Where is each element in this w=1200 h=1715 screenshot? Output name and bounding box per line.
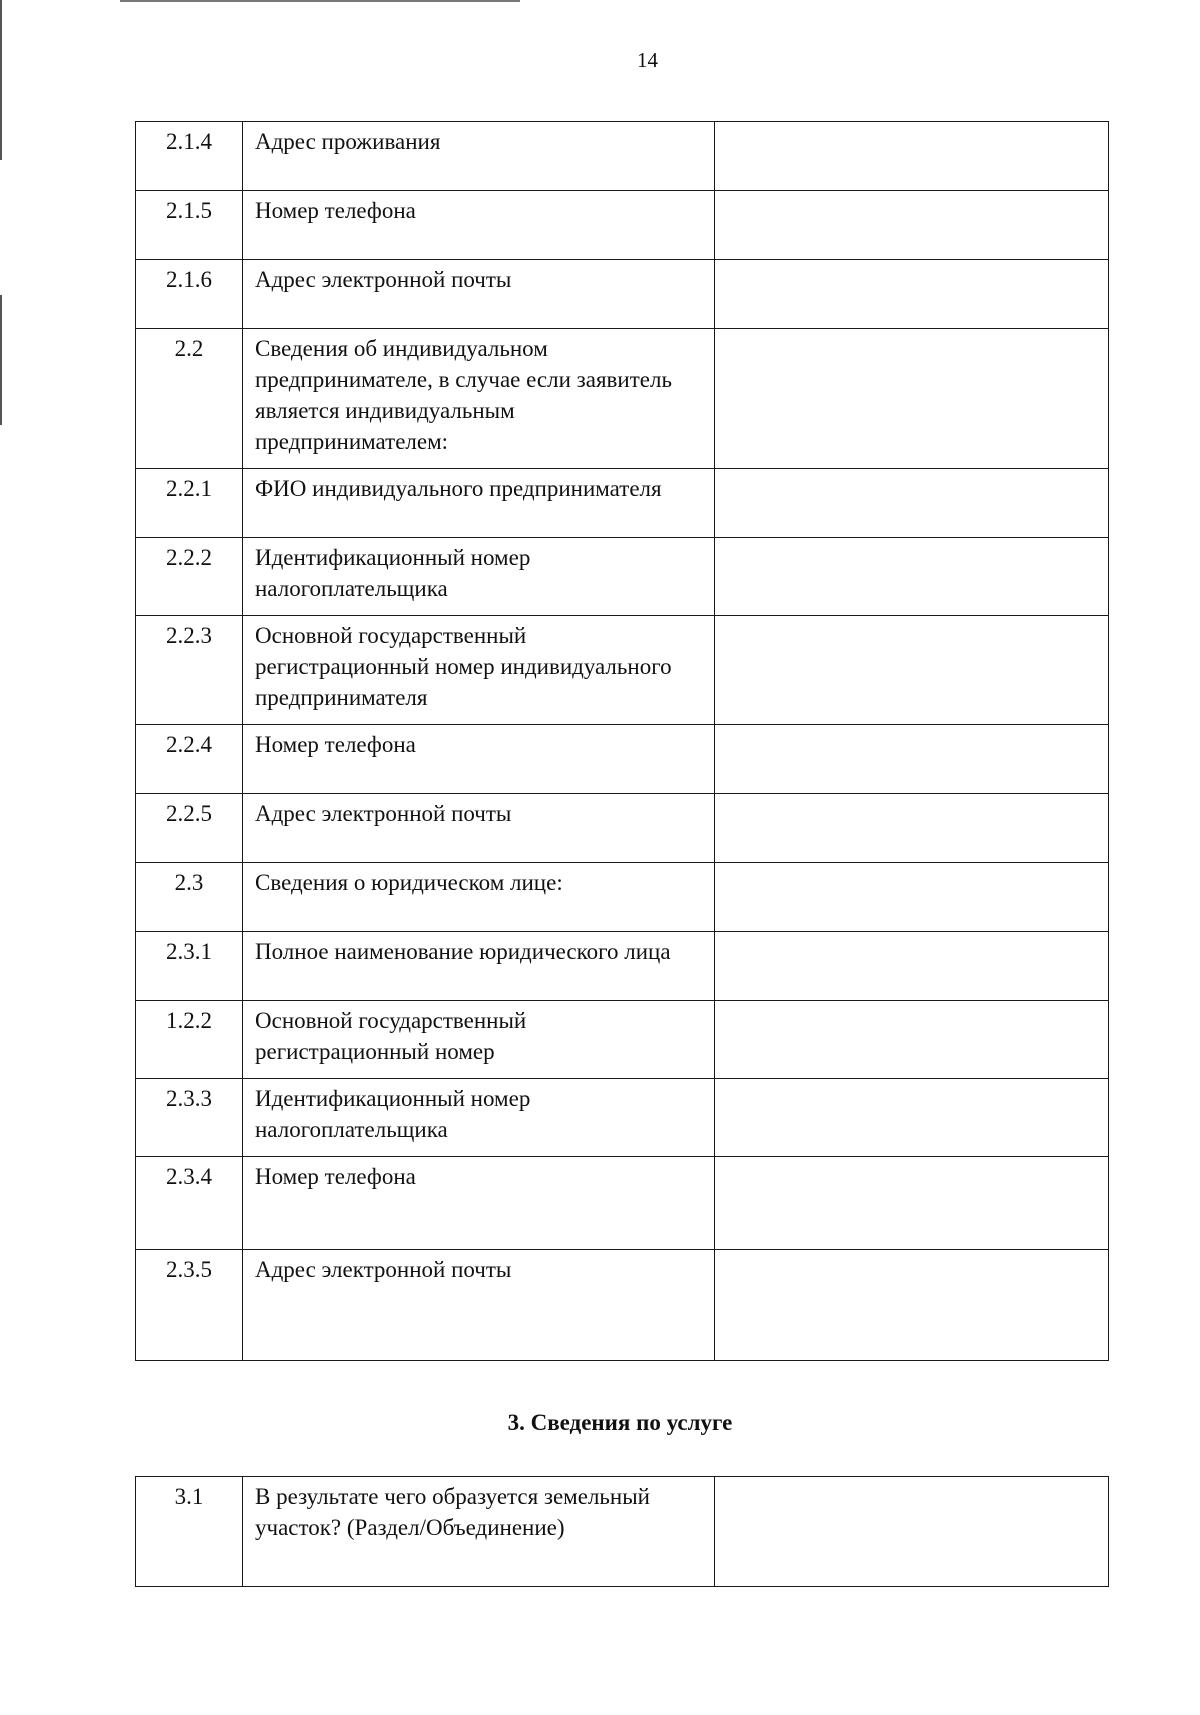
row-label: Основной государственный регистрационный номер	[243, 1001, 715, 1079]
scan-edge-top	[120, 0, 520, 2]
row-value-field[interactable]	[715, 122, 1109, 191]
row-number: 2.3.4	[136, 1157, 243, 1250]
row-label: Номер телефона	[243, 1157, 715, 1250]
table-row	[136, 260, 1109, 329]
row-label: Адрес проживания	[243, 122, 715, 191]
row-value-field[interactable]	[715, 538, 1109, 616]
table-row	[136, 469, 1109, 538]
row-value-field[interactable]	[715, 794, 1109, 863]
table-row	[136, 538, 1109, 616]
row-number: 2.2.2	[136, 538, 243, 616]
table-row	[136, 1079, 1109, 1157]
row-value-field[interactable]	[715, 1157, 1109, 1250]
row-value-field[interactable]	[715, 932, 1109, 1001]
table-row	[136, 725, 1109, 794]
row-number: 1.2.2	[136, 1001, 243, 1079]
table-row	[136, 329, 1109, 469]
row-label: Полное наименование юридического лица	[243, 932, 715, 1001]
row-number: 2.1.5	[136, 191, 243, 260]
table-row	[136, 1001, 1109, 1079]
row-number: 2.1.6	[136, 260, 243, 329]
row-number: 2.1.4	[136, 122, 243, 191]
row-value-field[interactable]	[715, 1079, 1109, 1157]
row-label: ФИО индивидуального предпринимателя	[243, 469, 715, 538]
row-label: Идентификационный номер налогоплательщика	[243, 1079, 715, 1157]
row-value-field[interactable]	[715, 1250, 1109, 1361]
row-number: 2.2.3	[136, 616, 243, 725]
row-value-field[interactable]	[715, 469, 1109, 538]
row-number: 2.2.4	[136, 725, 243, 794]
row-number: 2.2	[136, 329, 243, 469]
table-row	[136, 863, 1109, 932]
table-row	[136, 191, 1109, 260]
page-number: 14	[637, 48, 658, 72]
table-row	[136, 616, 1109, 725]
row-value-field[interactable]	[715, 191, 1109, 260]
table-row	[136, 122, 1109, 191]
row-number: 2.3.1	[136, 932, 243, 1001]
row-value-field[interactable]	[715, 616, 1109, 725]
row-label: Номер телефона	[243, 725, 715, 794]
row-number: 2.2.1	[136, 469, 243, 538]
service-info-table	[135, 1476, 1109, 1587]
section-heading: 3. Сведения по услуге	[507, 1410, 733, 1435]
row-label: Адрес электронной почты	[243, 260, 715, 329]
row-value-field[interactable]	[715, 329, 1109, 469]
row-value-field[interactable]	[715, 1477, 1109, 1587]
row-label: Адрес электронной почты	[243, 794, 715, 863]
row-number: 2.3.3	[136, 1079, 243, 1157]
applicant-info-table	[135, 121, 1109, 1361]
scan-edge-left	[0, 0, 2, 160]
row-value-field[interactable]	[715, 1001, 1109, 1079]
row-label: Идентификационный номер налогоплательщика	[243, 538, 715, 616]
row-value-field[interactable]	[715, 725, 1109, 794]
row-label: Основной государственный регистрационный номер индивидуального предпринимателя	[243, 616, 715, 725]
row-number: 3.1	[136, 1477, 243, 1587]
row-label: Сведения о юридическом лице:	[243, 863, 715, 932]
table-row	[136, 1477, 1109, 1587]
scan-edge-left	[0, 295, 2, 425]
row-number: 2.3.5	[136, 1250, 243, 1361]
row-value-field[interactable]	[715, 260, 1109, 329]
table-row	[136, 932, 1109, 1001]
row-value-field[interactable]	[715, 863, 1109, 932]
row-number: 2.3	[136, 863, 243, 932]
table-row	[136, 1157, 1109, 1250]
row-label: Номер телефона	[243, 191, 715, 260]
row-label: В результате чего образуется земельный участок? (Раздел/Объединение)	[243, 1477, 715, 1587]
table-row	[136, 1250, 1109, 1361]
row-label: Сведения об индивидуальном предпринимателе, в случае если заявитель является индивидуальным предпринимателем:	[243, 329, 715, 469]
row-label: Адрес электронной почты	[243, 1250, 715, 1361]
table-row	[136, 794, 1109, 863]
row-number: 2.2.5	[136, 794, 243, 863]
